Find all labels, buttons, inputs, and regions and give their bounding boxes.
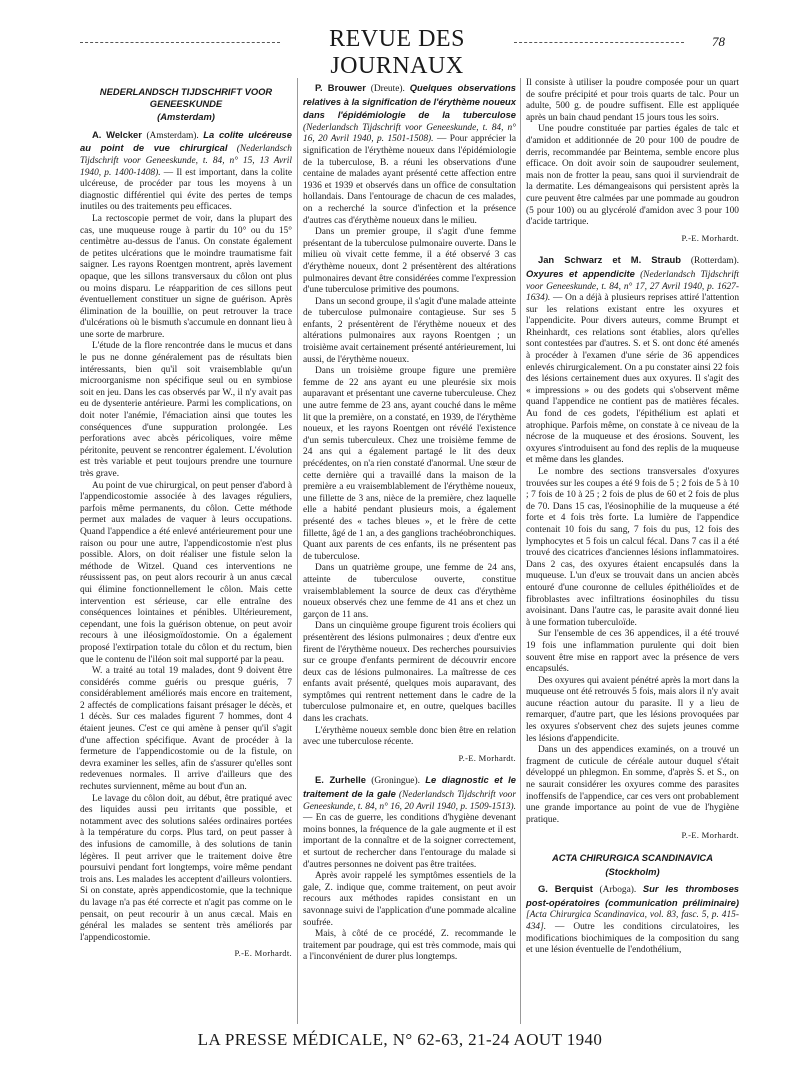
- article-paragraph: Il consiste à utiliser la poudre composée pour un quart de soufre précipité et pour trois quarts de talc. Pour un adulte, 500 g. de poudre suffisent. Elle est appliquée après un bain chaud pendant 15 jours tous les soirs.: [526, 78, 739, 123]
- article-author-city: (Amsterdam).: [146, 130, 199, 141]
- article-paragraph: — On a déjà à plusieurs reprises attiré l'attention sur les relations existant entre les oxyures et l'appendicite. Pour divers auteurs, comme Brumpt et Rheinhardt, ces relations sont établies, alors qu'elles sont contestées par d'autres. S. et S. ont donc été amenés à procéder à l'examen d'une série de 36 appendices enlevés chirurgicalement. On a pu constater ainsi 22 fois des lésions certainement dues aux oxyures. Il s'agit des « impressions » ou des godets qui s'observent même quand l'appendice ne contient pas de matières fécales. Au fond de ces godets, l'épithélium est aplati et atrophique. Parfois même, on constate à ce niveau de la nécrose de la muqueuse et des érosions. Souvent, les oxyures s'introduisent au fond des replis de la muqueuse et même dans les glandes.: [526, 293, 740, 466]
- article-paragraph: La rectoscopie permet de voir, dans la plupart des cas, une muqueuse rouge à partir du 10° ou du 15° centimètre au-dessus de l'anus. On constate également de petites ulcérations que le moindre traumatisme fait saigner. Les rayons Roentgen montrent, après lavement opaque, que les sillons transversaux du côlon ont plus ou moins disparu. Le réapparition de ces sillons peut éventuellement constituer un signe de guérison. Après élimination de la bouillie, on peut retrouver la trace d'ulcérations où le bismuth s'accumule en donnant lieu à une sorte de marbrure.: [80, 213, 292, 340]
- page-number: 78: [712, 34, 725, 49]
- article-title: Quelques observations relatives à la signification de l'érythème noueux dans l'épidémiologie de la tuberculose: [303, 82, 516, 121]
- article-paragraph: — Il est important, dans la colite ulcéreuse, de procéder par tous les moyens à un diagnostic différentiel qui évite des pertes de temps inutiles ou des traitements peu efficaces.: [80, 167, 292, 213]
- column-1: [80, 78, 292, 970]
- article-author-city: (Groningue).: [371, 776, 420, 787]
- article-signature: P.-E. Morhardt.: [681, 830, 739, 841]
- article-author-city: (Arboga).: [599, 885, 637, 896]
- article-author: E. Zurhelle: [315, 774, 366, 786]
- journal-city: (Amsterdam): [157, 111, 215, 123]
- article-paragraph: Le nombre des sections transversales d'oxyures trouvées sur les coupes a été 9 fois de 5 ; 2 fois de 5 à 10 ; 7 fois de 10 à 25 ; 2 fois de plus de 60 et 2 fois de plus de 70. Dans 15 cas, l'éosinophilie de la muqueuse a été forte et 4 fois très forte. La lumière de l'appendice contenait 10 fois du sang, 7 fois du pus, 12 fois des lymphocytes et 5 fois un calcul fécal. Dans 7 cas il a été trouvé des cicatrices d'anciennes lésions inflammatoires. Dans 2 cas, des oxyures étaient encapsulés dans la muqueuse. L'un d'eux se trouvait dans un ancien abcès entouré d'une couronne de cellules épithélioïdes et de fibroblastes avec infiltrations éosinophiles du tissu avoisinant. Dans l'autre cas, le parasite avait donné lieu à une formation tuberculoïde.: [526, 467, 739, 628]
- article-reference: (Nederlandsch Tijdschrift voor Geneeskunde, t. 84, n° 15, 13 Avril 1940, p. 1400-1408).: [80, 144, 292, 178]
- article-paragraph: Sur l'ensemble de ces 36 appendices, il a été trouvé 19 fois une inflammation purulente qui doit bien souvent être mise en rapport avec la présence de vers encapsulés.: [526, 629, 739, 675]
- article-welcker: [80, 129, 292, 960]
- article-paragraph: Le lavage du côlon doit, au début, être pratiqué avec des liquides aussi peu irritants que possible, et notamment avec des solutions salées ordinaires portées à la température du corps. Plus tard, on peut passer à des infusions de camomille, à des solutions de tanin légères. Il peut arriver que le traitement doive être poursuivi pendant fort longtemps, voire même pendant trois ans. Les malades les acceptent d'ailleurs volontiers. Si on constate, après appendicostomie, que la technique du lavage n'a pas été correcte et n'agit pas comme on le pensait, on peut recourir à un anus cæcal. Mais en général les malades se sentent très améliorés par l'appendicostomie.: [80, 793, 292, 943]
- article-paragraph: Dans un des appendices examinés, on a trouvé un fragment de cuticule de céréale autour duquel s'était développé un phlegmon. En somme, d'après S. et S., on ne saurait considérer les oxyures comme des parasites inoffensifs de l'appendice, car ces vers ont probablement une grande importance au point de vue de l'hygiène pratique.: [526, 745, 739, 825]
- article-author-city: (Dreute).: [370, 84, 405, 94]
- article-berquist: [526, 883, 739, 957]
- article-paragraph: — Outre les conditions circulatoires, les modifications biochimiques de la composition du sang et une lésion éventuelle de l'endothélium,: [526, 921, 739, 956]
- article-reference: (Nederlandsch Tijdschrift voor Geneeskunde, t. 84, n° 16, 20 Avril 1940, p. 1509-1513).: [303, 790, 517, 812]
- article-paragraph: Dans un premier groupe, il s'agit d'une femme présentant de la tuberculose pulmonaire ouverte. Dans le milieu où vivait cette femme, il a été observé 3 cas d'érythème noueux, dont 2 présentèrent des altérations pulmonaires devant être considérées comme l'expression d'une tuberculose primitive des poumons.: [303, 227, 516, 296]
- page-footer: [0, 1030, 800, 1050]
- article-author: A. Welcker: [92, 128, 142, 140]
- article-zurhelle: [303, 774, 516, 964]
- article-paragraph: Dans un second groupe, il s'agit d'une malade atteinte de tuberculose pulmonaire contagieuse. Sur ses 5 enfants, 2 présentèrent de l'érythème noueux et des altérations pulmonaires aux rayons Roentgen ; un troisième avait certainement présenté antérieurement, lui aussi, de l'érythème noueux.: [303, 296, 516, 365]
- article-signature: P.-E. Morhardt.: [234, 948, 292, 959]
- header-rule-right: [514, 42, 684, 43]
- article-author: G. Berquist: [538, 883, 593, 895]
- column-2: [303, 78, 516, 964]
- article-paragraph: Une poudre constituée par parties égales de talc et d'amidon et additionnée de 20 pour 100 de poudre de derris, recommandée par Beintema, semble encore plus efficace. On doit avoir soin de saupoudrer seulement, mais non de frotter la peau, sans quoi il surviendrait de la dermatite. Les démangeaisons qui persistent après la cure peuvent être calmées par une pommade au goudron (5 pour 100) ou au glycérolé d'amidon avec 3 pour 100 d'acide tartrique.: [526, 124, 739, 228]
- page-header: [0, 26, 800, 79]
- article-brouwer: [303, 82, 516, 764]
- article-author: P. Brouwer: [315, 82, 366, 93]
- article-signature: P.-E. Morhardt.: [458, 752, 516, 763]
- column-3: [526, 78, 739, 957]
- article-title: Sur les thromboses post-opératoires (communication préliminaire): [526, 883, 740, 908]
- article-paragraph: Dans un quatrième groupe, une femme de 24 ans, atteinte de tuberculose ouverte, constitue vraisemblablement la source de deux cas d'érythème noueux observés chez une femme de 41 ans et chez un garçon de 11 ans.: [303, 563, 516, 620]
- article-paragraph: — En cas de guerre, les conditions d'hygiène devenant moins bonnes, la fréquence de la gale augmente et il est important de la connaître et de la soigner correctement, et surtout de rechercher dans l'entourage du malade si d'autres personnes ne doivent pas être traitées.: [303, 813, 516, 870]
- article-paragraph: Dans un cinquième groupe figurent trois écoliers qui présentèrent des lésions pulmonaires ; deux d'entre eux firent de l'érythème noueux. Des recherches poursuivies sur ce groupe d'enfants permirent de découvrir encore deux cas de lésions pulmonaires. La maîtresse de ces enfants avait présenté, quelques mois auparavant, des symptômes qui rentrent nettement dans le cadre de la tuberculose pulmonaire et, en outre, quelques bacilles dans les crachats.: [303, 621, 516, 725]
- article-paragraph: Dans un troisième groupe figure une première femme de 22 ans ayant eu une pleurésie six mois auparavant et présentant une caverne tuberculeuse. Chez une autre femme de 23 ans, ayant couché dans le même lit que la première, on a constaté, en 1939, de l'érythème noueux, et les rayons Roentgen ont révélé l'existence d'un semis tuberculeux. Chez une troisième femme de 24 ans qui a également partagé le lit des deux précédentes, on n'a rien constaté d'anormal. Une sœur de cette dernière qui a travaillé dans la maison de la première a eu vraisemblablement de l'érythème noueux, une fillette de 3 ans, nièce de la première, chez laquelle elle a habité pendant plusieurs mois, a également présenté des « taches bleues », et le frère de cette fillette, âgé de 1 an, a des ganglions trachéobronchiques. Quant aux parents de ces enfants, ils ne présentent pas de tuberculose.: [303, 366, 516, 562]
- journal-city: (Stockholm): [605, 865, 660, 877]
- article-paragraph: W. a traité au total 19 malades, dont 9 doivent être considérés comme guéris ou presque guéris, 7 considérablement améliorés mais encore en traitement, 2 affectés de complications faisant présager le décès, et 1 décès. Sur ces malades figurent 7 hommes, dont 4 étaient jeunes. C'est ce qui amène à penser qu'il s'agit d'une affection spécifique. Avant de procéder à la fermeture de l'appendicostomie ou de la fistule, on devra examiner les selles, afin de s'assurer qu'elles sont redevenues normales. Il arrive d'ailleurs que des rechutes surviennent, même au bout d'un an.: [80, 666, 292, 793]
- article-paragraph: L'étude de la flore rencontrée dans le mucus et dans le pus ne donne généralement pas de résultats bien intéressants, bien qu'il soit vraisemblable qu'un microorganisme non spécifique seul ou en symbiose soit en jeu. Dans les cas observés par W., il n'y avait pas eu de dysenterie antérieure. Parmi les complications, on doit noter l'anémie, l'émaciation ainsi que toutes les conséquences d'une suppuration prolongée. Les perforations avec abcès péricoliques, voire même péritonite, peuvent se rencontrer également. L'évolution est très variable et peut toujours prendre une tournure très grave.: [80, 341, 292, 479]
- article-paragraph: L'érythème noueux semble donc bien être en relation avec une tuberculose récente.: [303, 725, 516, 748]
- article-paragraph: Au point de vue chirurgical, on peut penser d'abord à l'appendicostomie associée à des lavages réguliers, parfois même permanents, du côlon. Cette méthode permet aux malades de vaquer à leurs occupations. Quand l'appendice a été enlevé antérieurement pour une raison ou pour une autre, l'appendicostomie n'est plus possible. Alors, on doit réaliser une fistule selon la méthode de Witzel. Quand ces interventions ne réussissent pas, on peut alors recourir à un anus cæcal qui élimine fonctionnellement le côlon. Mais cette intervention est sérieuse, car elle entraîne des conséquences lointaines et pénibles. Ultérieurement, cependant, une fois la guérison obtenue, on peut avoir recours à une iléosigmoïdostomie. On a également proposé l'extirpation totale du côlon et du rectum, bien que le contenu de l'iléon soit mal supporté par la peau.: [80, 480, 292, 665]
- article-reference: [Acta Chirurgica Scandinavica, vol. 83, fasc. 5, p. 415-434].: [526, 910, 739, 932]
- journal-title: NEDERLANDSCH TIJDSCHRIFT VOOR GENEESKUNDE: [99, 86, 273, 109]
- header-rule-left: [80, 42, 280, 43]
- running-title: REVUE DES JOURNAUX: [329, 26, 465, 79]
- article-reference: (Nederlandsch Tijdschrift voor Geneeskunde, t. 84, n° 17, 27 Avril 1940, p. 1627-1634).: [526, 269, 740, 304]
- journal-title: ACTA CHIRURGICA SCANDINAVICA: [552, 852, 713, 863]
- article-paragraph: Des oxyures qui avaient pénétré après la mort dans la muqueuse ont été retrouvés 5 fois, mais alors il n'y avait aucune réaction autour du parasite. Il y a lieu de remarquer, d'autre part, que les lésions provoquées par les oxyures s'observent chez des sujets jeunes comme les lésions d'appendicite.: [526, 675, 739, 744]
- column-separator-2: [520, 78, 521, 1024]
- column-separator-1: [297, 78, 298, 1024]
- article-title: La colite ulcéreuse au point de vue chirurgical: [80, 128, 292, 154]
- article-author-city: (Rotterdam).: [690, 256, 739, 267]
- footer-citation: LA PRESSE MÉDICALE, N° 62-63, 21-24 AOUT 1940: [197, 1030, 603, 1049]
- article-author: Jan Schwarz et M. Straub: [538, 254, 681, 266]
- article-title: Oxyures et appendicite: [526, 267, 635, 279]
- article-schwarz-straub: [526, 254, 739, 842]
- article-paragraph: — Pour apprécier la signification de l'érythème noueux dans l'épidémiologie de la tuberculose, B. a réuni les observations d'une centaine de malades ayant présenté cette affection entre 1936 et 1939 et observés dans un office de consultation hollandais. Dans l'entourage de chacun de ces malades, on a recherché la source d'infection et la présence d'autres cas d'érythème noueux dans le milieu.: [303, 134, 516, 226]
- article-reference: (Nederlandsch Tijdschrift voor Geneeskunde, t. 84, n° 16, 20 Avril 1940, p. 1501-1508).: [303, 122, 516, 145]
- article-title: Le diagnostic et le traitement de la gale: [303, 774, 516, 800]
- article-paragraph: Mais, à côté de ce procédé, Z. recommande le traitement par poudrage, qui est très commode, mais qui a l'inconvénient de durer plus longtemps.: [303, 929, 516, 963]
- article-signature: P.-E. Morhardt.: [681, 232, 739, 243]
- article-paragraph: Après avoir rappelé les symptômes essentiels de la gale, Z. indique que, comme traitement, on peut avoir recours aux méthodes rapides consistant en un savonnage suivi de l'application d'une pommade alcaline soufrée.: [303, 871, 516, 928]
